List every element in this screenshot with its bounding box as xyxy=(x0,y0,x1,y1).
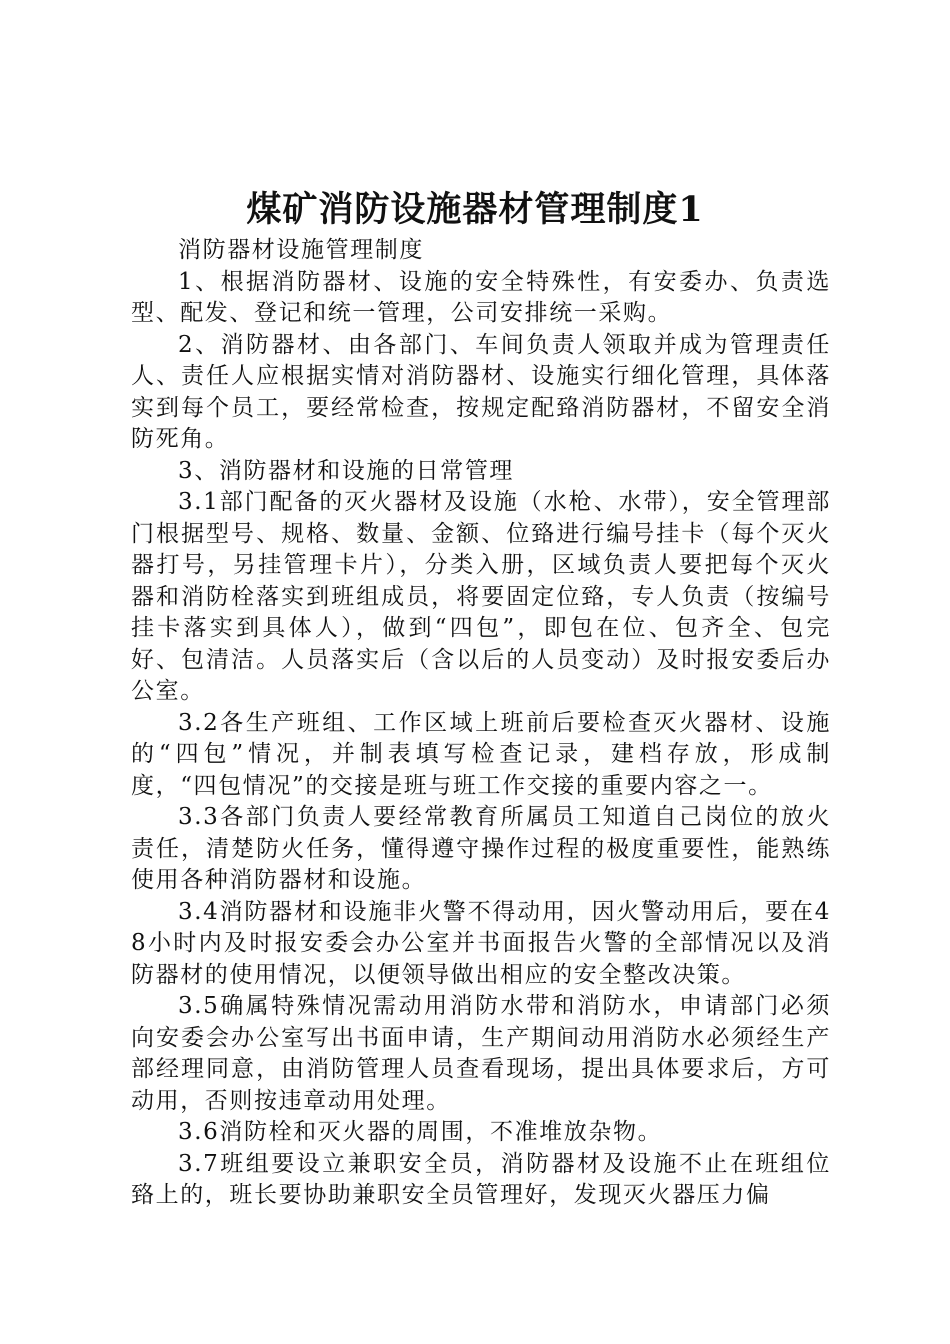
paragraph-3-2: 3.2各生产班组、工作区域上班前后要检查灭火器材、设施的“四包”情况，并制表填写检查记录，建档存放，形成制度，“四包情况”的交接是班与班工作交接的重要内容之一。 xyxy=(131,709,831,799)
paragraph-3-6: 3.6消防栓和灭火器的周围，不准堆放杂物。 xyxy=(178,1119,663,1145)
paragraph-3-4: 3.4消防器材和设施非火警不得动用，因火警动用后，要在48小时内及时报安委会办公室并书面报告火警的全部情况以及消防器材的使用情况，以便领导做出相应的安全整改决策。 xyxy=(131,898,831,988)
paragraph-3-3: 3.3各部门负责人要经常教育所属员工知道自己岗位的放火责任，清楚防火任务，懂得遵守操作过程的极度重要性，能熟练使用各种消防器材和设施。 xyxy=(131,804,831,893)
document-body xyxy=(131,235,831,1212)
document-title: 煤矿消防设施器材管理制度1 xyxy=(246,189,704,230)
paragraph-3: 3、消防器材和设施的日常管理 xyxy=(178,457,515,484)
paragraph-1: 1、根据消防器材、设施的安全特殊性，有安委办、负责选型、配发、登记和统一管理，公司安排统一采购。 xyxy=(131,268,831,326)
paragraph-3-7: 3.7班组要设立兼职安全员，消防器材及设施不止在班组位臵上的，班长要协助兼职安全员管理好，发现灭火器压力偏 xyxy=(131,1150,831,1208)
paragraph-heading: 消防器材设施管理制度 xyxy=(178,237,424,263)
paragraph-2: 2、消防器材、由各部门、车间负责人领取并成为管理责任人、责任人应根据实情对消防器材、设施实行细化管理，具体落实到每个员工，要经常检查，按规定配臵消防器材，不留安全消防死角。 xyxy=(131,331,831,452)
paragraph-3-1: 3.1部门配备的灭火器材及设施（水枪、水带），安全管理部门根据型号、规格、数量、金额、位臵进行编号挂卡（每个灭火器打号，另挂管理卡片），分类入册，区域负责人要把每个灭火器和消防栓落实到班组成员，将要固定位臵，专人负责（按编号挂卡落实到具体人），做到“四包”，即包在位、包齐全、包完好、包清洁。人员落实后（含以后的人员变动）及时报安委后办公室。 xyxy=(131,489,831,704)
paragraph-3-5: 3.5确属特殊情况需动用消防水带和消防水，申请部门必须向安委会办公室写出书面申请，生产期间动用消防水必须经生产部经理同意，由消防管理人员查看现场，提出具体要求后，方可动用，否则按违章动用处理。 xyxy=(131,993,831,1114)
